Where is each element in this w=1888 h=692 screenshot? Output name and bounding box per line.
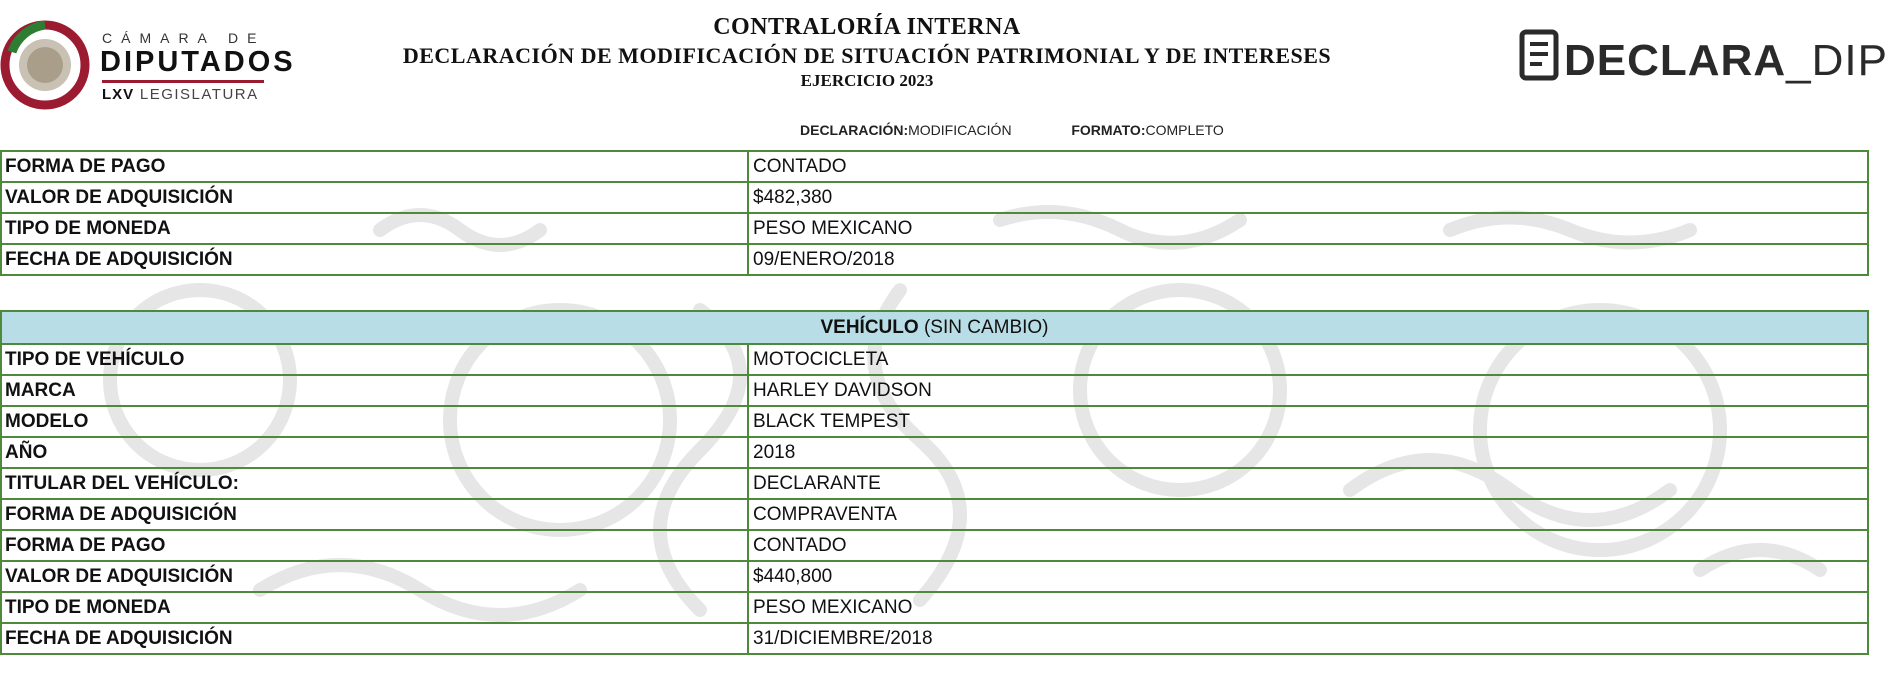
table-row	[1, 151, 1868, 182]
row-label: FECHA DE ADQUISICIÓN	[1, 623, 748, 654]
camara-diputados-logo	[2, 22, 296, 112]
row-value: MOTOCICLETA	[748, 344, 1868, 375]
format-value: COMPLETO	[1145, 122, 1224, 138]
document-icon	[1518, 30, 1562, 82]
legislature-number: LXV	[102, 86, 135, 103]
row-value: HARLEY DAVIDSON	[748, 375, 1868, 406]
table-row	[1, 406, 1868, 437]
section-title	[1, 311, 1868, 344]
row-value: CONTADO	[748, 151, 1868, 182]
vehicle-section-header	[1, 311, 1868, 344]
declaration-label: DECLARACIÓN:	[800, 122, 909, 138]
table-row	[1, 499, 1868, 530]
row-label: MARCA	[1, 375, 748, 406]
row-label: TIPO DE MONEDA	[1, 213, 748, 244]
legislature	[102, 86, 259, 103]
row-label: VALOR DE ADQUISICIÓN	[1, 182, 748, 213]
row-value: $482,380	[748, 182, 1868, 213]
declaration-meta	[800, 122, 1224, 138]
row-value: PESO MEXICANO	[748, 592, 1868, 623]
table-row	[1, 244, 1868, 275]
seal-icon	[2, 22, 88, 108]
document-header	[0, 0, 1888, 150]
row-value: 09/ENERO/2018	[748, 244, 1868, 275]
row-label: AÑO	[1, 437, 748, 468]
table-row	[1, 344, 1868, 375]
page-title: CONTRALORÍA INTERNA	[713, 14, 1021, 40]
table-row	[1, 213, 1868, 244]
section-status: (SIN CAMBIO)	[923, 316, 1049, 338]
page-subtitle: DECLARACIÓN DE MODIFICACIÓN DE SITUACIÓN PATRIMONIAL Y DE INTERESES	[402, 43, 1332, 68]
table-row	[1, 468, 1868, 499]
document-titles	[300, 14, 1434, 91]
table-row	[1, 623, 1868, 654]
divider	[102, 80, 264, 83]
row-value: DECLARANTE	[748, 468, 1868, 499]
table-row	[1, 592, 1868, 623]
row-value: 31/DICIEMBRE/2018	[748, 623, 1868, 654]
section-title-main: VEHÍCULO	[820, 316, 919, 338]
row-label: FORMA DE PAGO	[1, 151, 748, 182]
legislature-text: LEGISLATURA	[139, 86, 259, 103]
brand-bold: DECLARA	[1564, 36, 1787, 85]
brand-rest: _DIP	[1786, 36, 1888, 85]
row-label: FECHA DE ADQUISICIÓN	[1, 244, 748, 275]
declaration-value: MODIFICACIÓN	[908, 122, 1012, 138]
table-row	[1, 182, 1868, 213]
table-row	[1, 375, 1868, 406]
row-label: TIPO DE MONEDA	[1, 592, 748, 623]
brand-text	[1564, 36, 1888, 86]
format-label: FORMATO:	[1071, 122, 1146, 138]
table-row	[1, 530, 1868, 561]
previous-asset-table	[0, 150, 1869, 276]
table-row	[1, 437, 1868, 468]
row-value: PESO MEXICANO	[748, 213, 1868, 244]
row-value: COMPRAVENTA	[748, 499, 1868, 530]
table-row	[1, 561, 1868, 592]
row-value: 2018	[748, 437, 1868, 468]
row-label: TITULAR DEL VEHÍCULO:	[1, 468, 748, 499]
row-label: FORMA DE ADQUISICIÓN	[1, 499, 748, 530]
row-label: FORMA DE PAGO	[1, 530, 748, 561]
institution-name: DIPUTADOS	[100, 46, 296, 78]
row-value: BLACK TEMPEST	[748, 406, 1868, 437]
declara-dip-logo	[1518, 22, 1888, 92]
row-label: VALOR DE ADQUISICIÓN	[1, 561, 748, 592]
row-value: $440,800	[748, 561, 1868, 592]
row-label: TIPO DE VEHÍCULO	[1, 344, 748, 375]
institution-top: CÁMARA DE	[102, 30, 266, 46]
vehicle-table	[0, 310, 1869, 655]
row-label: MODELO	[1, 406, 748, 437]
fiscal-year: EJERCICIO 2023	[800, 71, 934, 90]
row-value: CONTADO	[748, 530, 1868, 561]
